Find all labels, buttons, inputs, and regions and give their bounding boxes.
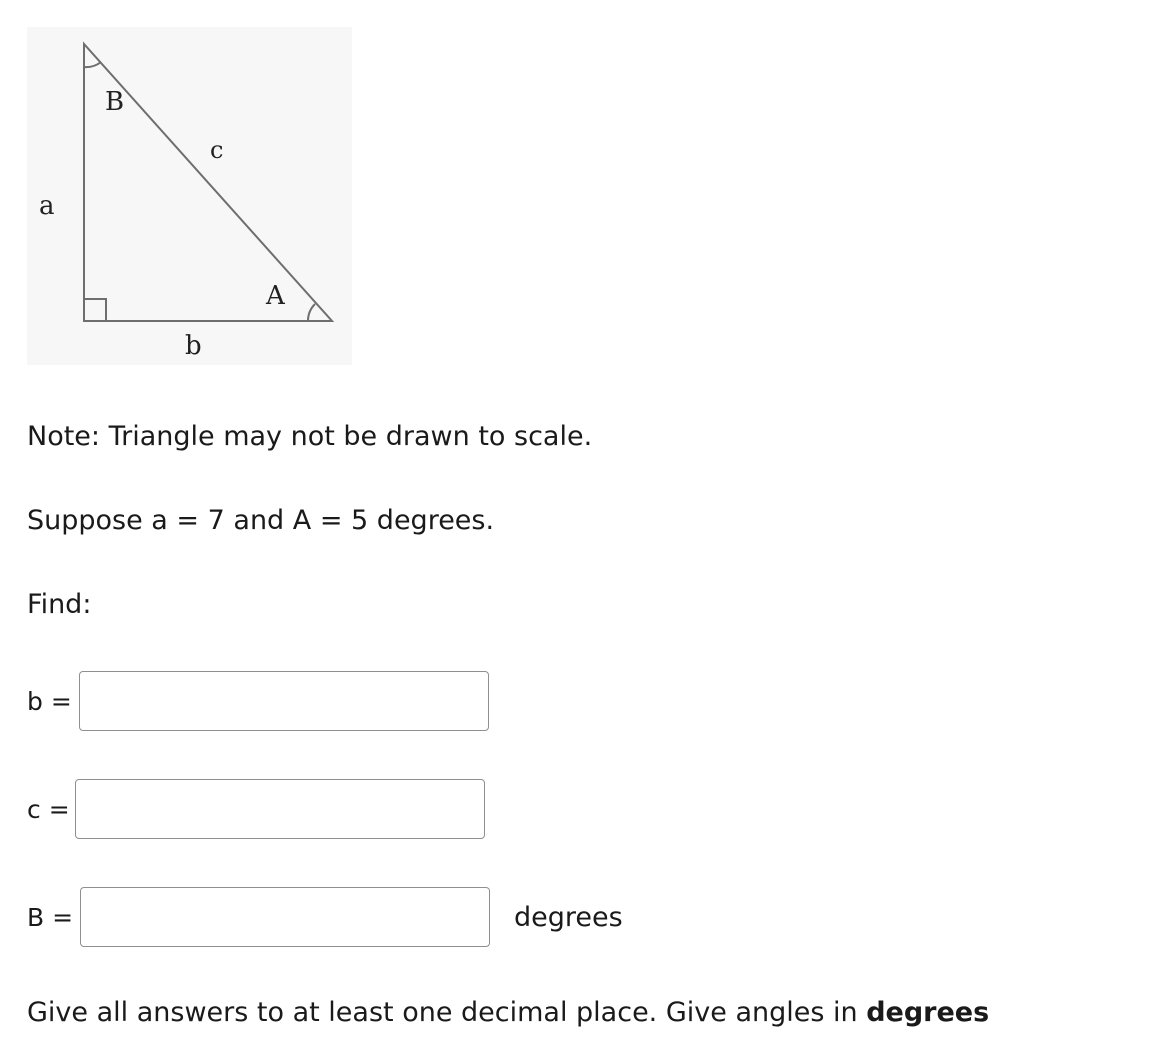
side-a-label: a [39,191,55,221]
triangle-figure [27,27,352,365]
find-heading: Find: [27,589,92,620]
degrees-unit-label: degrees [514,901,623,933]
b-input[interactable] [79,671,489,731]
figure-background [27,27,352,365]
instructions-text: Give all answers to at least one decimal place. Give angles in [27,997,867,1028]
field-row-B [27,887,623,947]
given-values: Suppose a = 7 and A = 5 degrees. [27,505,495,536]
field-row-c [27,779,485,839]
vertex-A-label: A [266,281,285,311]
B-input[interactable] [80,887,490,947]
side-b-label: b [185,331,202,361]
field-label-c: c = [27,794,70,824]
triangle-diagram [27,27,352,365]
scale-note: Note: Triangle may not be drawn to scale. [27,421,593,452]
instructions-emphasis: degrees [866,997,990,1028]
vertex-B-label: B [105,87,125,117]
field-row-b [27,671,489,731]
answer-instructions [27,996,989,1030]
c-input[interactable] [75,779,485,839]
field-label-b: b = [27,686,72,716]
side-c-label: c [210,136,224,164]
field-label-B: B = [27,902,74,932]
